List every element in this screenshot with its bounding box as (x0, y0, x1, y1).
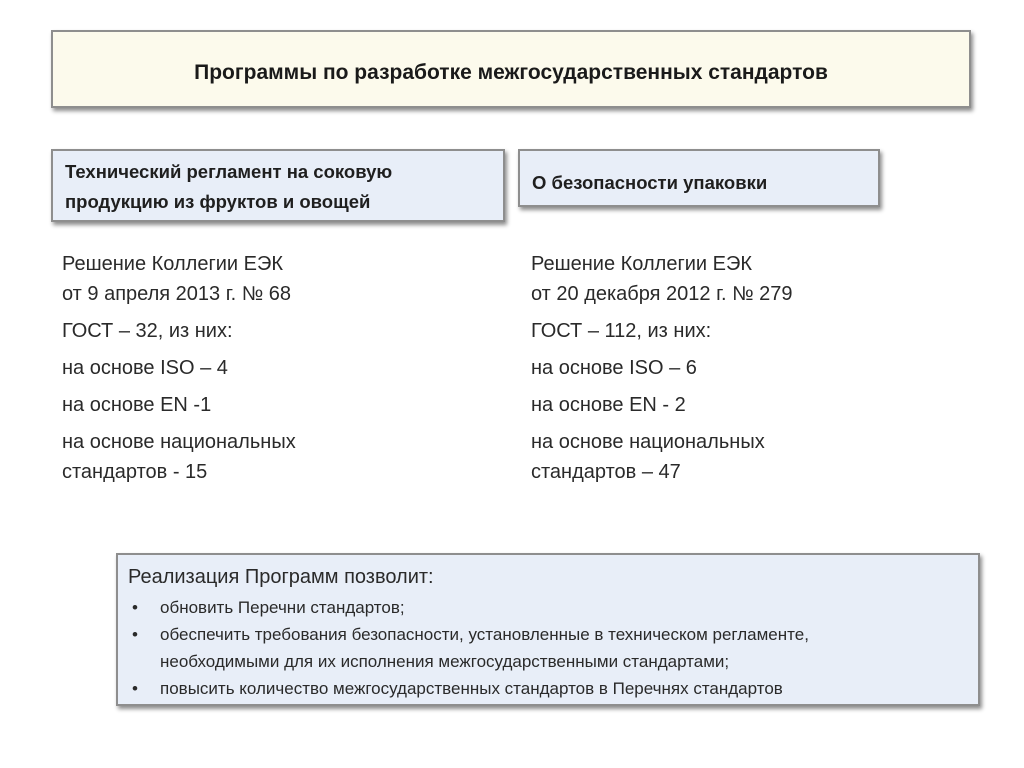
program-1-en-count: на основе EN -1 (62, 394, 212, 416)
program-1-national-line-2: стандартов - 15 (62, 461, 208, 483)
program-2-gost-total: ГОСТ – 112, из них: (531, 320, 712, 342)
summary-item-2-line-2: необходимыми для их исполнения межгосударственными стандартами; (160, 652, 730, 671)
summary-item-2 (128, 621, 978, 675)
program-2-header-line-1: О безопасности упаковки (532, 172, 768, 193)
program-2-details (531, 249, 792, 487)
summary-list (128, 594, 978, 702)
summary-item-1-line-1: обновить Перечни стандартов; (160, 598, 405, 617)
program-2-national-line-2: стандартов – 47 (531, 461, 681, 483)
program-1-national-line-1: на основе национальных (62, 431, 296, 453)
summary-item-2-line-1: обеспечить требования безопасности, установленные в техническом регламенте, (160, 625, 809, 644)
program-1-decision-line-2: от 9 апреля 2013 г. № 68 (62, 283, 291, 305)
program-2-national-line-1: на основе национальных (531, 431, 765, 453)
program-2-iso-count: на основе ISO – 6 (531, 357, 697, 379)
summary-box (116, 553, 980, 706)
bullet-icon: • (132, 598, 138, 617)
program-1-decision-line-1: Решение Коллегии ЕЭК (62, 253, 284, 275)
summary-item-1 (128, 594, 978, 621)
program-1-header (51, 149, 505, 222)
program-1-gost-total: ГОСТ – 32, из них: (62, 320, 233, 342)
program-2-decision-line-1: Решение Коллегии ЕЭК (531, 253, 753, 275)
program-1-header-line-1: Технический регламент на соковую (65, 161, 393, 182)
program-1-details (62, 249, 296, 487)
bullet-icon: • (132, 679, 138, 698)
program-2-header (518, 149, 880, 207)
title-box (51, 30, 971, 108)
summary-item-3-line-1: повысить количество межгосударственных стандартов в Перечнях стандартов (160, 679, 783, 698)
bullet-icon: • (132, 625, 138, 644)
summary-item-3 (128, 675, 978, 702)
program-1-header-line-2: продукцию из фруктов и овощей (65, 191, 371, 212)
program-2-en-count: на основе EN - 2 (531, 394, 686, 416)
program-1-iso-count: на основе ISO – 4 (62, 357, 228, 379)
summary-intro: Реализация Программ позволит: (128, 566, 434, 588)
program-2-decision-line-2: от 20 декабря 2012 г. № 279 (531, 283, 793, 305)
page-title: Программы по разработке межгосударственных стандартов (194, 61, 828, 84)
